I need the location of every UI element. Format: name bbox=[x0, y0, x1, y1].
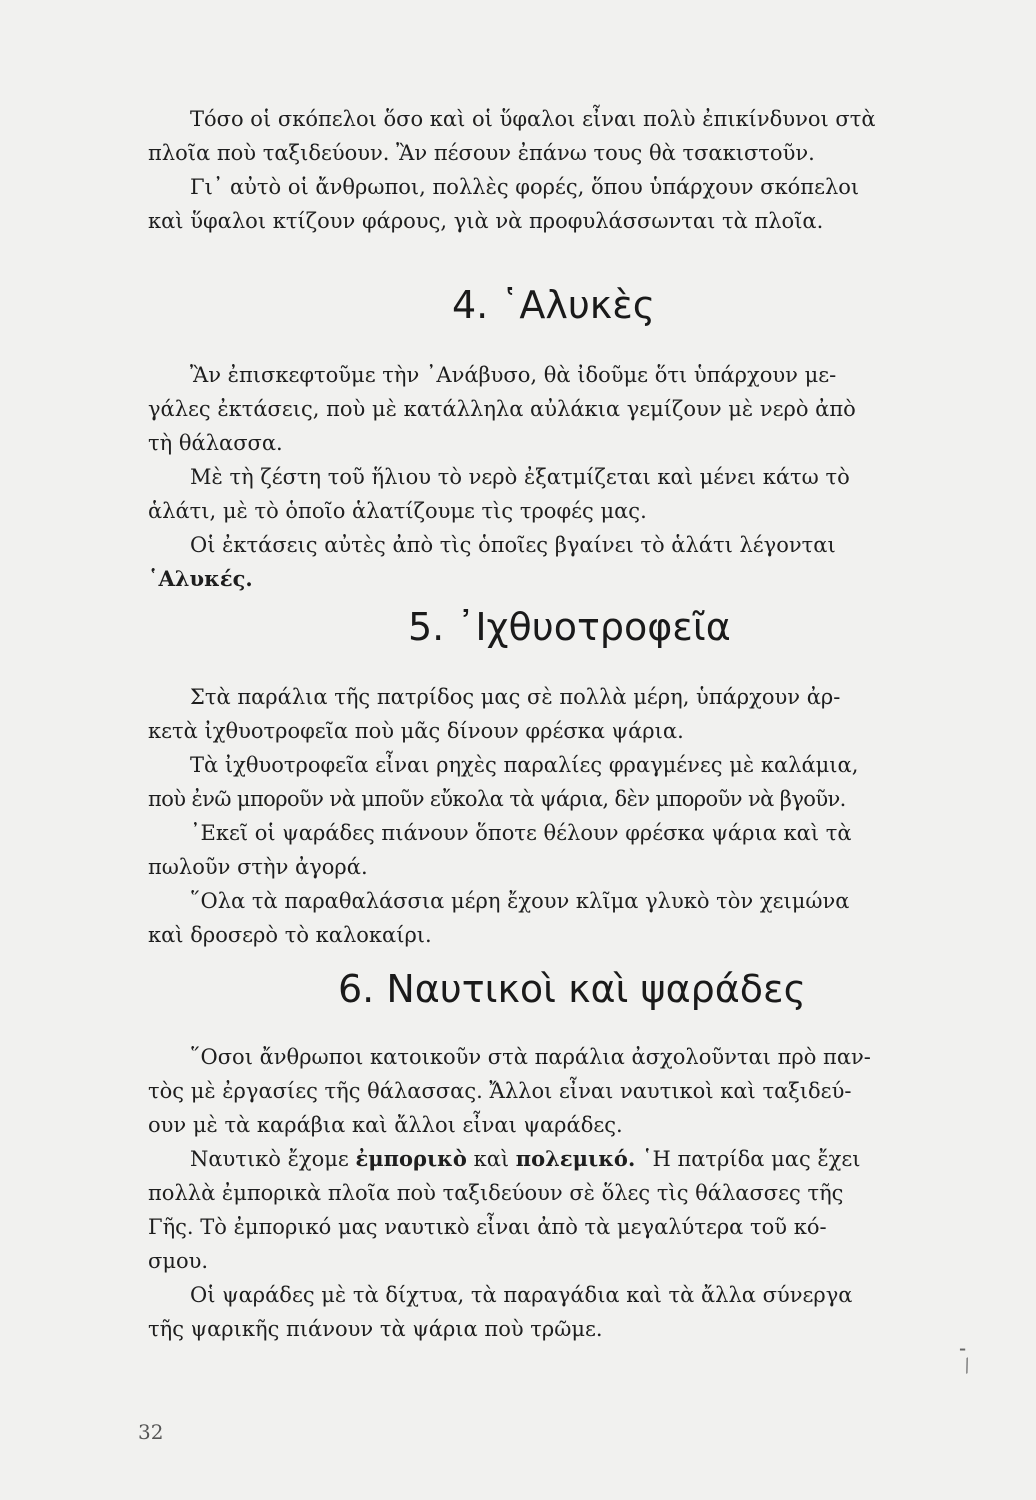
text-line: Μὲ τὴ ζέστη τοῦ ἥλιου τὸ νερὸ ἐξατμίζεται καὶ μένει κάτω τὸ bbox=[190, 465, 850, 489]
text-line: ποὺ ἐνῶ μποροῦν νὰ μποῦν εὔκολα τὰ ψάρια, δὲν μποροῦν νὰ βγοῦν. bbox=[148, 787, 846, 811]
text-line: τὴ θάλασσα. bbox=[148, 431, 283, 455]
merchant-term: ἐμπορικὸ bbox=[355, 1146, 467, 1171]
text-line: πωλοῦν στὴν ἀγορά. bbox=[148, 855, 368, 879]
text-line: Γι᾿ αὐτὸ οἱ ἄνθρωποι, πολλὲς φορές, ὅπου ὑπάρχουν σκόπελοι bbox=[190, 175, 860, 199]
text-line: τὸς μὲ ἐργασίες τῆς θάλασσας. Ἄλλοι εἶναι ναυτικοὶ καὶ ταξιδεύ- bbox=[148, 1079, 852, 1103]
print-mark: ⁃ bbox=[958, 1340, 967, 1361]
section-heading-fisheries: 5. ᾿Ιχθυοτροφεῖα bbox=[408, 605, 731, 649]
text-line: πλοῖα ποὺ ταξιδεύουν. Ἂν πέσουν ἐπάνω τους θὰ τσακιστοῦν. bbox=[148, 141, 815, 165]
text-line: Στὰ παράλια τῆς πατρίδος μας σὲ πολλὰ μέρη, ὑπάρχουν ἀρ- bbox=[190, 685, 841, 709]
sentence-mid: καὶ bbox=[473, 1147, 510, 1171]
text-line: ουν μὲ τὰ καράβια καὶ ἄλλοι εἶναι ψαράδες. bbox=[148, 1113, 623, 1137]
text-line: Οἱ ἐκτάσεις αὐτὲς ἀπὸ τὶς ὁποῖες βγαίνει τὸ ἁλάτι λέγονται bbox=[190, 533, 836, 557]
text-line: Ἂν ἐπισκεφτοῦμε τὴν ᾿Ανάβυσο, θὰ ἰδοῦμε ὅτι ὑπάρχουν με- bbox=[190, 363, 837, 387]
text-line: καὶ ὕφαλοι κτίζουν φάρους, γιὰ νὰ προφυλάσσωνται τὰ πλοῖα. bbox=[148, 209, 824, 233]
sentence-end: ῾Η πατρίδα μας ἔχει bbox=[641, 1147, 861, 1171]
text-line: τῆς ψαρικῆς πιάνουν τὰ ψάρια ποὺ τρῶμε. bbox=[148, 1317, 603, 1341]
text-line: καὶ δροσερὸ τὸ καλοκαίρι. bbox=[148, 923, 432, 947]
text-line: ἁλάτι, μὲ τὸ ὁποῖο ἁλατίζουμε τὶς τροφές μας. bbox=[148, 499, 647, 523]
print-mark: ⁄ bbox=[960, 1356, 975, 1377]
section-heading-saltpans: 4. ῾Αλυκὲς bbox=[452, 283, 656, 327]
text-line bbox=[148, 1142, 980, 1176]
text-line: Τόσο οἱ σκόπελοι ὅσο καὶ οἱ ὕφαλοι εἶναι πολὺ ἐπικίνδυνοι στὰ bbox=[190, 107, 876, 131]
text-line: πολλὰ ἐμπορικὰ πλοῖα ποὺ ταξιδεύουν σὲ ὅλες τὶς θάλασσες τῆς bbox=[148, 1181, 844, 1205]
sailors-paragraph bbox=[148, 1040, 980, 1346]
navy-term: πολεμικό. bbox=[515, 1146, 636, 1171]
text-line: γάλες ἐκτάσεις, ποὺ μὲ κατάλληλα αὐλάκια γεμίζουν μὲ νερὸ ἀπὸ bbox=[148, 397, 856, 421]
text-line: σμου. bbox=[148, 1249, 209, 1273]
text-line: Οἱ ψαράδες μὲ τὰ δίχτυα, τὰ παραγάδια καὶ τὰ ἄλλα σύνεργα bbox=[190, 1283, 853, 1307]
page-number: 32 bbox=[138, 1420, 164, 1444]
section-heading-sailors-fishermen: 6. Ναυτικοὶ καὶ ψαράδες bbox=[338, 967, 806, 1011]
saltpans-paragraph bbox=[148, 358, 980, 596]
text-line: Γῆς. Τὸ ἐμπορικό μας ναυτικὸ εἶναι ἀπὸ τὰ μεγαλύτερα τοῦ κό- bbox=[148, 1215, 827, 1239]
sentence-start: Ναυτικὸ ἔχομε bbox=[190, 1147, 349, 1171]
text-line: Τὰ ἰχθυοτροφεῖα εἶναι ρηχὲς παραλίες φραγμένες μὲ καλάμια, bbox=[190, 753, 859, 777]
saltpans-term: ῾Αλυκές. bbox=[148, 566, 253, 591]
text-line: ῞Οσοι ἄνθρωποι κατοικοῦν στὰ παράλια ἀσχολοῦνται πρὸ παν- bbox=[190, 1045, 871, 1069]
fisheries-paragraph bbox=[148, 680, 980, 952]
text-line: ᾿Εκεῖ οἱ ψαράδες πιάνουν ὅποτε θέλουν φρέσκα ψάρια καὶ τὰ bbox=[190, 821, 852, 845]
text-line: κετὰ ἰχθυοτροφεῖα ποὺ μᾶς δίνουν φρέσκα ψάρια. bbox=[148, 719, 684, 743]
intro-paragraph bbox=[148, 102, 980, 238]
text-line: ῞Ολα τὰ παραθαλάσσια μέρη ἔχουν κλῖμα γλυκὸ τὸν χειμώνα bbox=[190, 889, 850, 913]
